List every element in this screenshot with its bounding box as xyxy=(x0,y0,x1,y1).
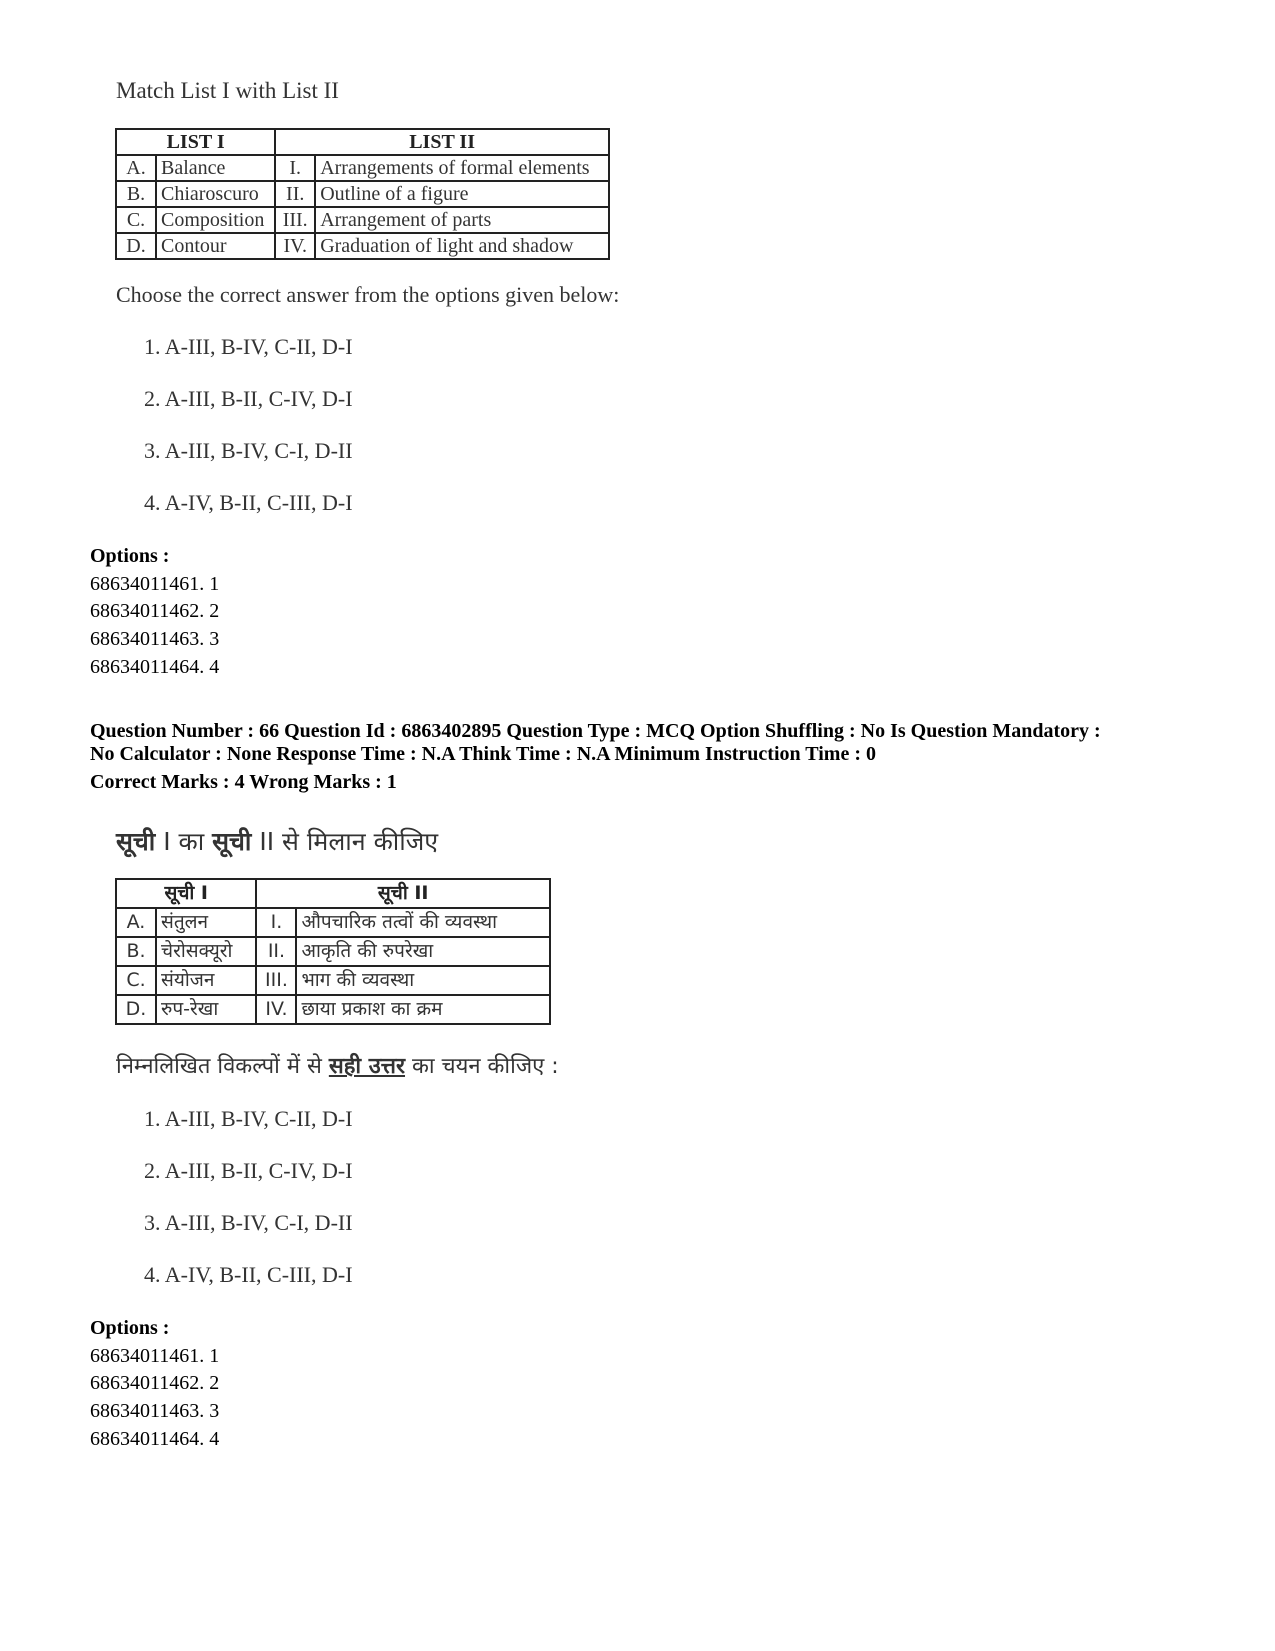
table-row xyxy=(116,155,609,181)
q1-choice-1: 1. A-III, B-IV, C-II, D-I xyxy=(144,334,353,359)
q1-options-label: Options : xyxy=(90,545,170,567)
row-roman: IV. xyxy=(256,995,296,1024)
row-roman: I. xyxy=(275,155,315,181)
q2-instruction-part: का चयन कीजिए : xyxy=(405,1054,559,1079)
row-desc: Arrangements of formal elements xyxy=(315,155,609,181)
row-roman: II. xyxy=(275,181,315,207)
q2-heading xyxy=(116,824,438,858)
q1-option-4: 68634011464. 4 xyxy=(90,656,220,678)
table-row xyxy=(116,207,609,233)
row-desc: Arrangement of parts xyxy=(315,207,609,233)
row-desc: Outline of a figure xyxy=(315,181,609,207)
row-term: रुप-रेखा xyxy=(156,995,256,1024)
row-desc: Graduation of light and shadow xyxy=(315,233,609,259)
q2-heading-part: सूची xyxy=(116,827,156,856)
row-key: A. xyxy=(116,155,156,181)
row-key: B. xyxy=(116,181,156,207)
table-row xyxy=(116,233,609,259)
question-meta-line-1: Question Number : 66 Question Id : 6863402895 Question Type : MCQ Option Shuffling : No Is Question Mandatory : xyxy=(90,720,1101,742)
q1-instruction: Choose the correct answer from the options given below: xyxy=(116,282,620,307)
q2-choice-1: 1. A-III, B-IV, C-II, D-I xyxy=(144,1106,353,1131)
row-key: C. xyxy=(116,207,156,233)
row-term: संयोजन xyxy=(156,966,256,995)
question-meta-line-3: Correct Marks : 4 Wrong Marks : 1 xyxy=(90,771,397,793)
q2-list1-header: सूची I xyxy=(116,879,256,908)
q2-choice-4: 4. A-IV, B-II, C-III, D-I xyxy=(144,1262,353,1287)
row-term: चेरोसक्यूरो xyxy=(156,937,256,966)
row-term: Balance xyxy=(156,155,275,181)
row-roman: IV. xyxy=(275,233,315,259)
row-roman: III. xyxy=(275,207,315,233)
table-row xyxy=(116,937,550,966)
q2-instruction xyxy=(116,1050,559,1080)
q1-option-2: 68634011462. 2 xyxy=(90,600,220,622)
q1-option-3: 68634011463. 3 xyxy=(90,628,220,650)
row-key: D. xyxy=(116,995,156,1024)
q2-heading-part: II से मिलान कीजिए xyxy=(251,827,439,856)
q1-choice-2: 2. A-III, B-II, C-IV, D-I xyxy=(144,386,353,411)
row-key: B. xyxy=(116,937,156,966)
table-row xyxy=(116,908,550,937)
question-meta-line-2: No Calculator : None Response Time : N.A Think Time : N.A Minimum Instruction Time : 0 xyxy=(90,743,876,765)
q1-list2-header: LIST II xyxy=(275,129,609,155)
q1-option-1: 68634011461. 1 xyxy=(90,573,220,595)
q2-instruction-emphasis: सही उत्तर xyxy=(328,1054,406,1079)
q2-heading-part: I का xyxy=(155,827,213,856)
row-roman: III. xyxy=(256,966,296,995)
q1-list1-header: LIST I xyxy=(116,129,275,155)
table-row xyxy=(116,966,550,995)
table-row xyxy=(116,995,550,1024)
row-desc: औपचारिक तत्वों की व्यवस्था xyxy=(296,908,550,937)
row-key: C. xyxy=(116,966,156,995)
q1-match-table xyxy=(115,128,610,260)
row-term: संतुलन xyxy=(156,908,256,937)
q1-heading: Match List I with List II xyxy=(116,78,339,103)
row-term: Composition xyxy=(156,207,275,233)
row-roman: I. xyxy=(256,908,296,937)
q2-option-3: 68634011463. 3 xyxy=(90,1400,220,1422)
q2-list2-header: सूची II xyxy=(256,879,550,908)
row-desc: भाग की व्यवस्था xyxy=(296,966,550,995)
row-term: Chiaroscuro xyxy=(156,181,275,207)
row-desc: आकृति की रुपरेखा xyxy=(296,937,550,966)
q2-heading-part: सूची xyxy=(212,827,252,856)
row-term: Contour xyxy=(156,233,275,259)
row-roman: II. xyxy=(256,937,296,966)
q2-match-table xyxy=(115,878,551,1025)
q2-option-2: 68634011462. 2 xyxy=(90,1372,220,1394)
table-row xyxy=(116,181,609,207)
row-key: D. xyxy=(116,233,156,259)
q2-options-label: Options : xyxy=(90,1317,170,1339)
q2-choice-2: 2. A-III, B-II, C-IV, D-I xyxy=(144,1158,353,1183)
q1-choice-3: 3. A-III, B-IV, C-I, D-II xyxy=(144,438,353,463)
q2-instruction-part: निम्नलिखित विकल्पों में से xyxy=(116,1054,329,1079)
q2-choice-3: 3. A-III, B-IV, C-I, D-II xyxy=(144,1210,353,1235)
q1-choice-4: 4. A-IV, B-II, C-III, D-I xyxy=(144,490,353,515)
row-key: A. xyxy=(116,908,156,937)
q2-option-1: 68634011461. 1 xyxy=(90,1345,220,1367)
row-desc: छाया प्रकाश का क्रम xyxy=(296,995,550,1024)
q2-option-4: 68634011464. 4 xyxy=(90,1428,220,1450)
